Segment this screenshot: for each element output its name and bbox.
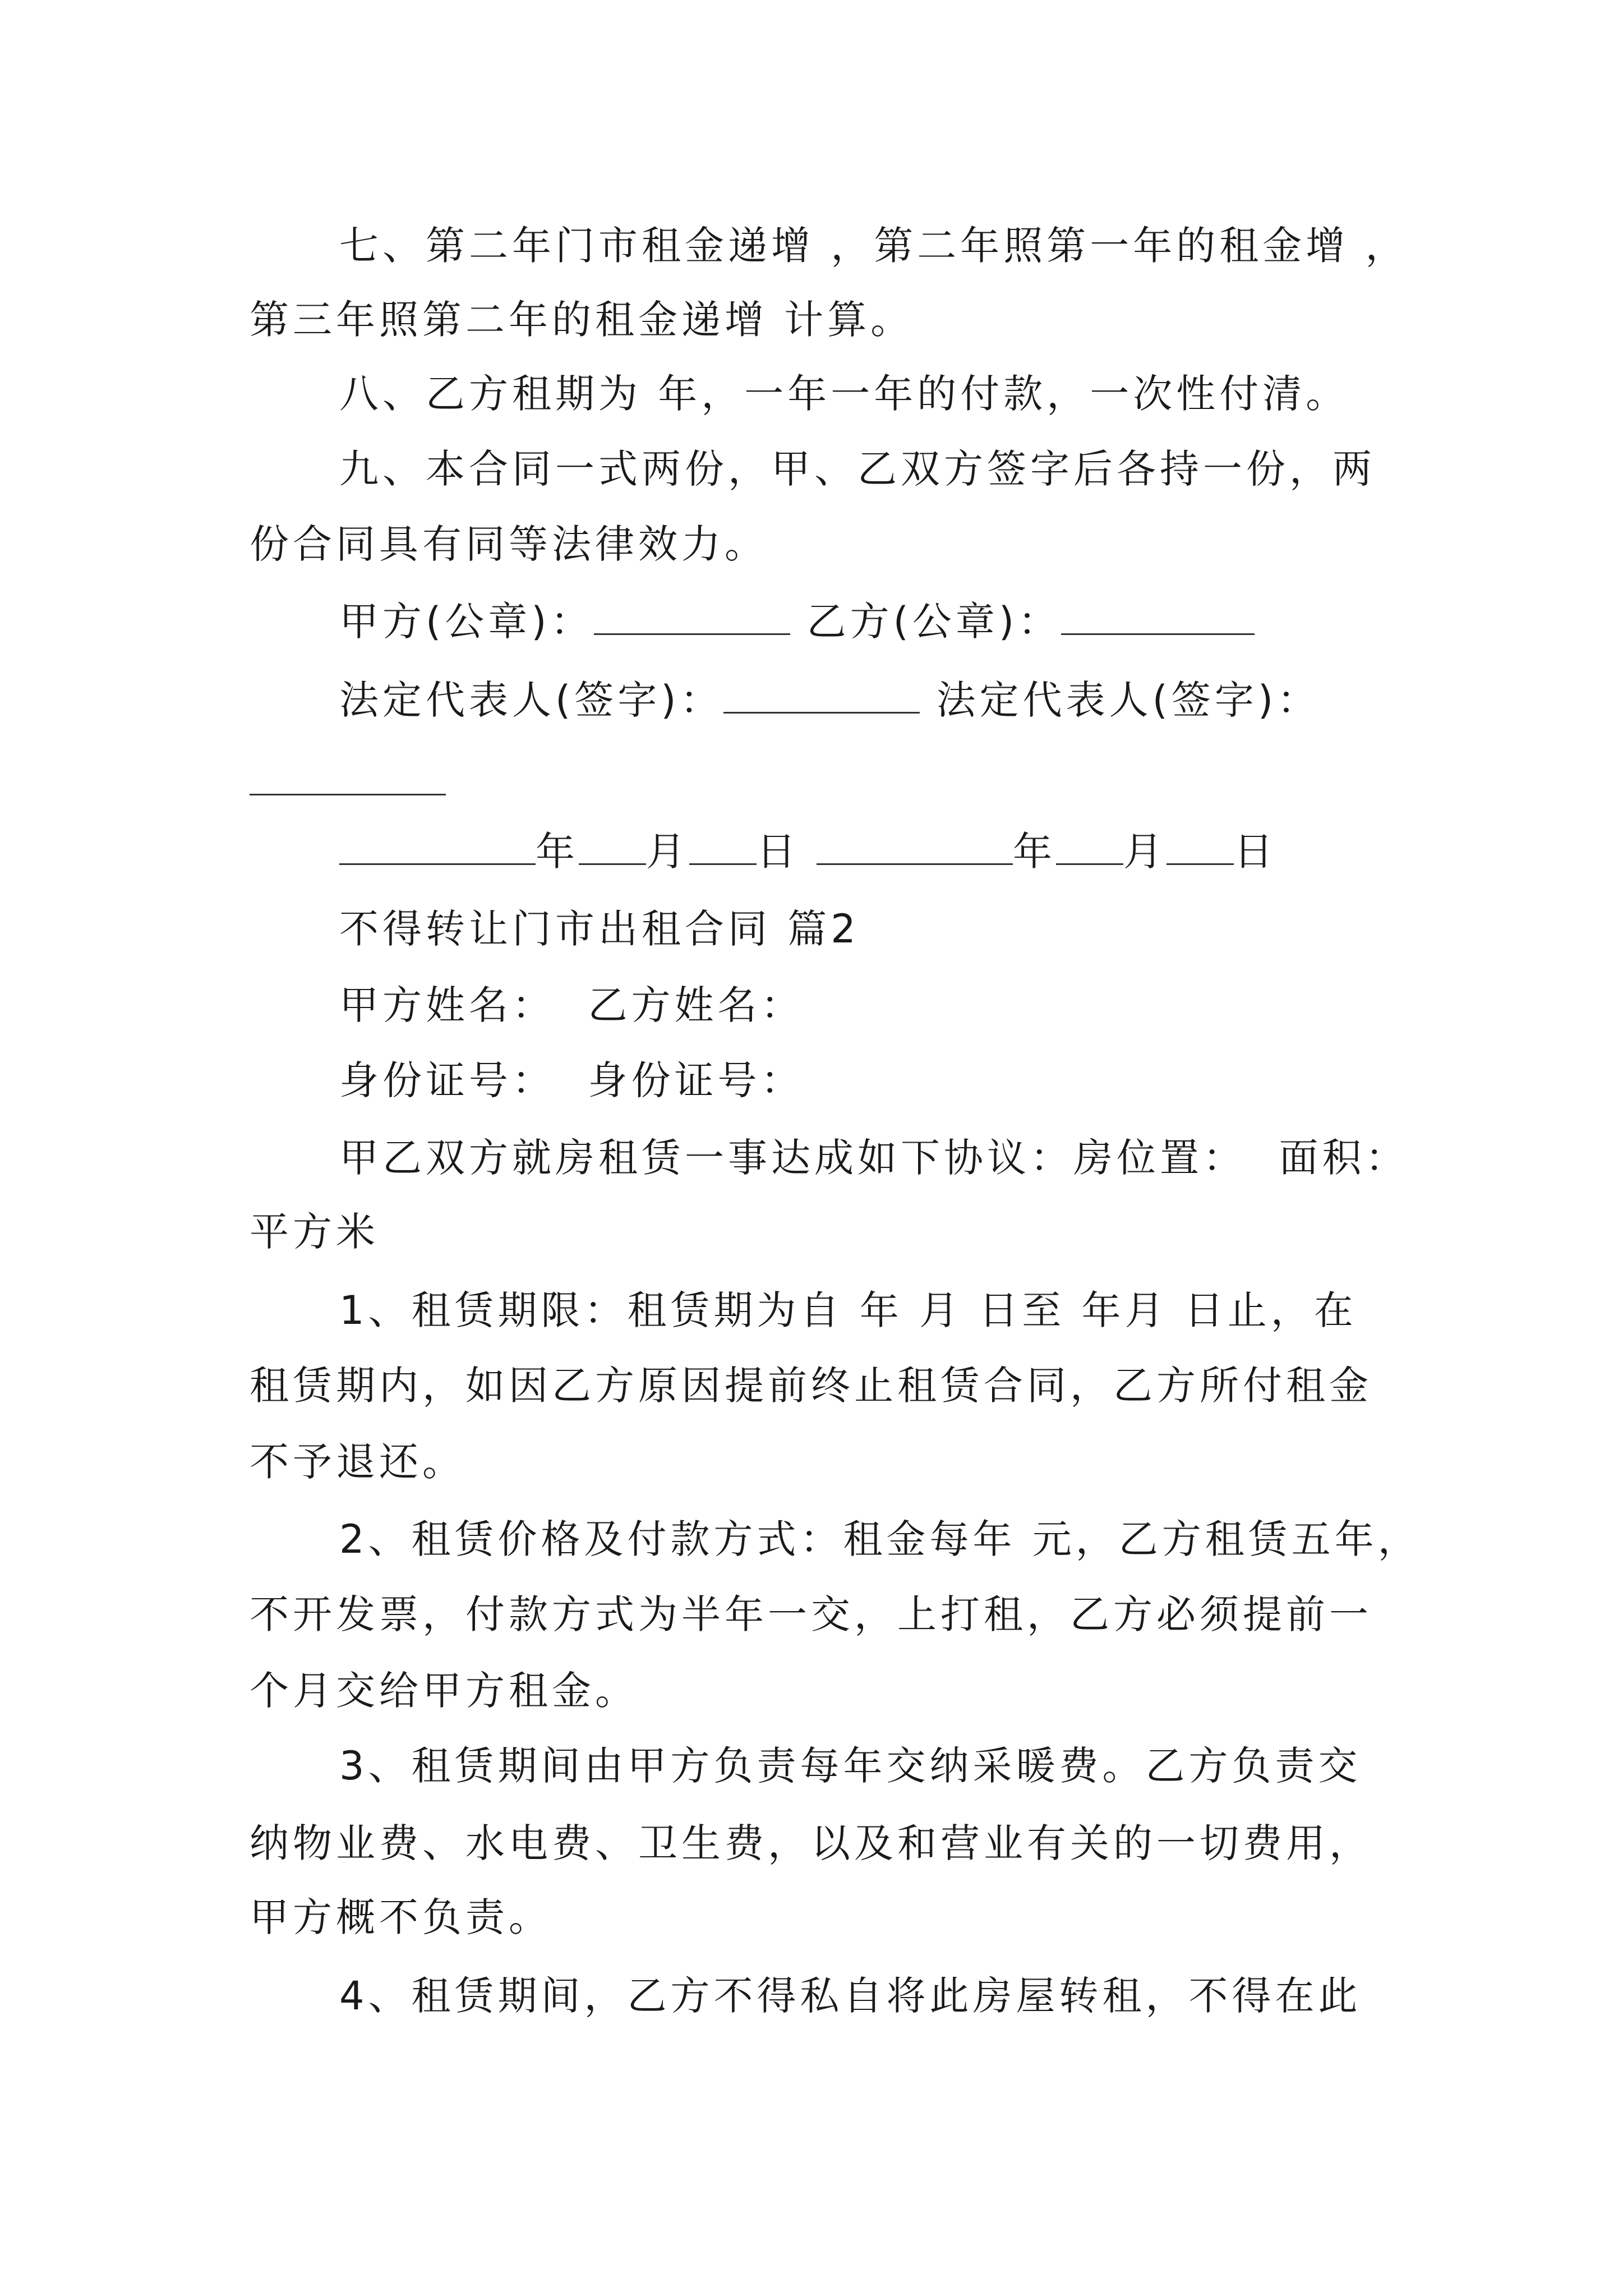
date-a-month-blank[interactable] <box>579 858 646 865</box>
rep-a-label: 法定代表人(签字)： <box>339 677 723 723</box>
date-b-day-blank[interactable] <box>1166 858 1234 865</box>
party-b-seal-blank[interactable] <box>1061 628 1255 635</box>
date-a-year-label: 年 <box>536 829 579 875</box>
names-line: 甲方姓名： 乙方姓名： <box>339 982 804 1028</box>
clause-1-line-3: 不予退还。 <box>250 1439 465 1485</box>
clause-2-line-3: 个月交给甲方租金。 <box>250 1668 638 1714</box>
party-a-seal-label: 甲方(公章)： <box>339 599 594 645</box>
seal-line <box>339 596 1255 647</box>
date-b-month-label: 月 <box>1123 829 1166 875</box>
clause-4-line-1: 4、租赁期间，乙方不得私自将此房屋转租，不得在此 <box>339 1973 1362 2019</box>
clause-2-line-1: 2、租赁价格及付款方式：租金每年 元，乙方租赁五年， <box>339 1516 1421 1562</box>
date-b-year-blank[interactable] <box>817 858 1013 865</box>
party-a-seal-blank[interactable] <box>594 628 790 635</box>
clause-3-line-2: 纳物业费、水电费、卫生费，以及和营业有关的一切费用， <box>250 1820 1372 1866</box>
intro-line-2: 平方米 <box>250 1209 379 1255</box>
date-b-day-label: 日 <box>1234 829 1277 875</box>
clause-8: 八、乙方租期为 年，一年一年的付款，一次性付清。 <box>339 371 1349 417</box>
date-a-month-label: 月 <box>646 829 689 875</box>
clause-3-line-3: 甲方概不负责。 <box>250 1894 552 1940</box>
id-line: 身份证号： 身份证号： <box>339 1057 804 1103</box>
clause-9-line-1: 九、本合同一式两份，甲、乙双方签字后各持一份，两 <box>339 446 1376 492</box>
clause-7-line-2: 第三年照第二年的租金递增 计算。 <box>250 297 914 343</box>
clause-7-line-1: 七、第二年门市租金递增 ，第二年照第一年的租金增 ， <box>339 223 1409 269</box>
rep-b-blank[interactable] <box>250 794 446 795</box>
rep-b-label: 法定代表人(签字)： <box>936 677 1321 723</box>
party-b-seal-label: 乙方(公章)： <box>806 599 1062 645</box>
representative-line <box>339 675 1320 725</box>
date-a-year-blank[interactable] <box>339 858 536 865</box>
clause-3-line-1: 3、租赁期间由甲方负责每年交纳采暖费。乙方负责交 <box>339 1743 1362 1789</box>
date-a-day-blank[interactable] <box>689 858 757 865</box>
clause-2-line-2: 不开发票，付款方式为半年一交，上打租，乙方必须提前一 <box>250 1591 1372 1637</box>
clause-1-line-1: 1、租赁期限：租赁期为自 年 月 日至 年月 日止，在 <box>339 1287 1357 1333</box>
contract-2-title: 不得转让门市出租合同 篇2 <box>339 906 860 952</box>
date-line <box>339 826 1277 877</box>
rep-a-blank[interactable] <box>723 706 920 714</box>
clause-1-line-2: 租赁期内，如因乙方原因提前终止租赁合同，乙方所付租金 <box>250 1363 1372 1409</box>
date-b-year-label: 年 <box>1013 829 1056 875</box>
date-a-day-label: 日 <box>757 829 800 875</box>
date-b-month-blank[interactable] <box>1056 858 1123 865</box>
intro-line-1: 甲乙双方就房租赁一事达成如下协议：房位置： 面积： <box>339 1135 1409 1181</box>
clause-9-line-2: 份合同具有同等法律效力。 <box>250 521 768 567</box>
